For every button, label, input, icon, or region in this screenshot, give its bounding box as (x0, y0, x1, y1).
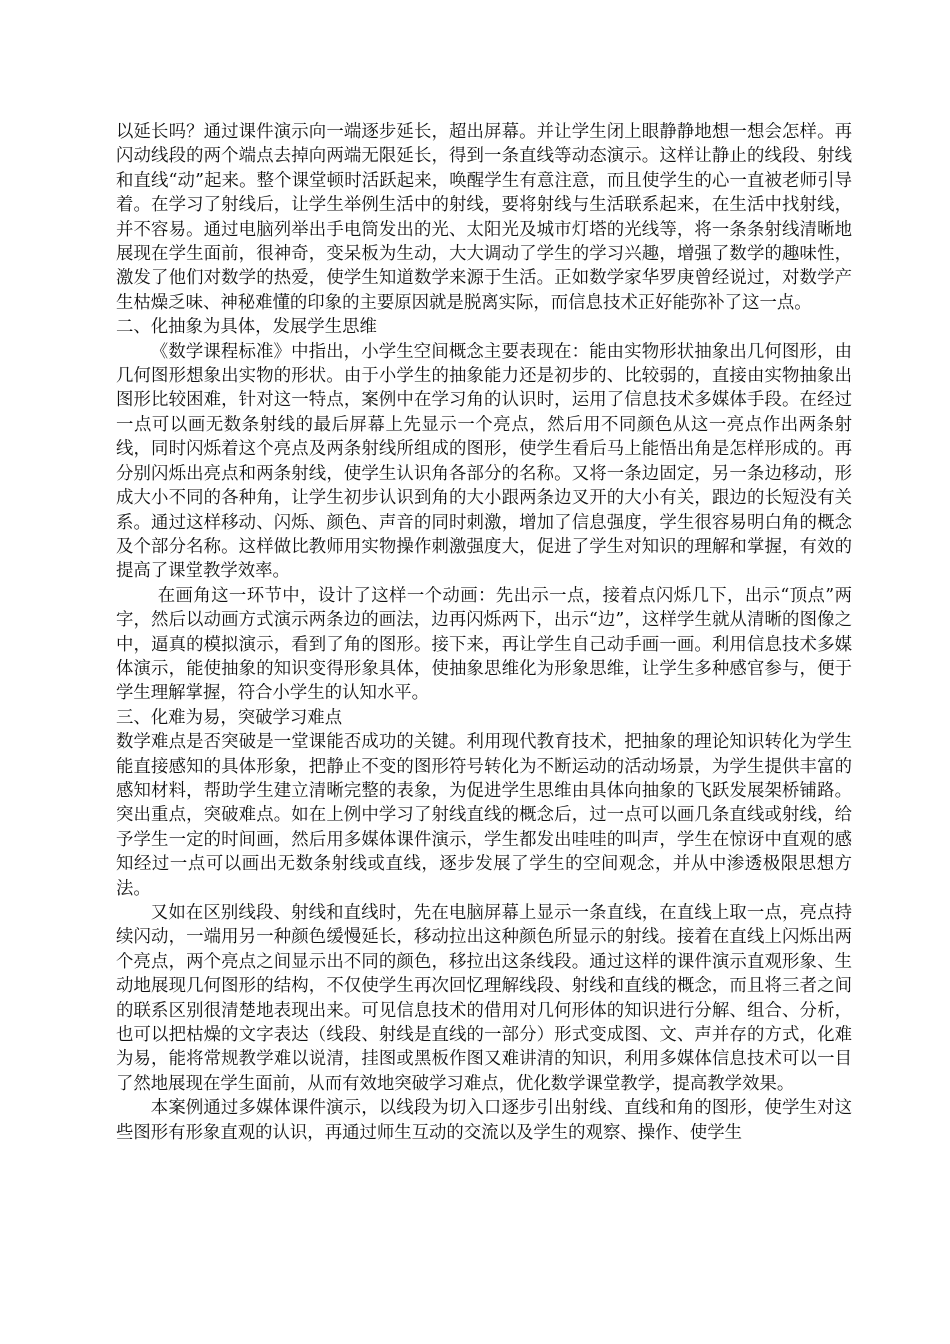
paragraph-distinguish-lines: 又如在区别线段、射线和直线时，先在电脑屏幕上显示一条直线，在直线上取一点，亮点持续闪动，一端用另一种颜色缓慢延长，移动拉出这种颜色所显示的射线。接着在直线上闪烁出两个亮点，两个亮点之间显示出不同的颜色，移拉出这条线段。通过这样的课件演示直观形象、生动地展现几何图形的结构，不仅使学生再次回忆理解线段、射线和直线的概念，而且将三者之间的联系区别很清楚地表现出来。可见信息技术的借用对几何形体的知识进行分解、组合、分析，也可以把枯燥的文字表达（线段、射线是直线的一部分）形式变成图、文、声并存的方式，化难为易，能将常规教学难以说清，挂图或黑板作图又难讲清的知识，利用多媒体信息技术可以一目了然地展现在学生面前，从而有效地突破学习难点，优化数学课堂教学，提高教学效果。 (116, 903, 852, 1094)
paragraph-continuation: 以延长吗？通过课件演示向一端逐步延长，超出屏幕。并让学生闭上眼静静地想一想会怎样。再闪动线段的两个端点去掉向两端无限延长，得到一条直线等动态演示。这样让静止的线段、射线和直线“动”起来。整个课堂顿时活跃起来，唤醒学生有意注意，而且使学生的心一直被老师引导着。在学习了射线后，让学生举例生活中的射线，要将射线与生活联系起来，在生活中找射线，并不容易。通过电脑列举出手电筒发出的光、太阳光及城市灯塔的光线等，将一条条射线清晰地展现在学生面前，很神奇，变呆板为生动，大大调动了学生的学习兴趣，增强了数学的趣味性，激发了他们对数学的热爱，使学生知道数学来源于生活。正如数学家华罗庚曾经说过，对数学产生枯燥乏味、神秘难懂的印象的主要原因就是脱离实际，而信息技术正好能弥补了这一点。 (116, 122, 852, 313)
document-body (116, 120, 852, 1145)
section-heading-3: 三、化难为易，突破学习难点 (116, 707, 343, 728)
paragraph-case-summary: 本案例通过多媒体课件演示，以线段为切入口逐步引出射线、直线和角的图形，使学生对这些图形有形象直观的认识，再通过师生互动的交流以及学生的观察、操作、使学生 (116, 1098, 852, 1143)
section-heading-2: 二、化抽象为具体，发展学生思维 (116, 317, 377, 338)
paragraph-curriculum-standard: 《数学课程标准》中指出，小学生空间概念主要表现在：能由实物形状抽象出几何图形，由几何图形想象出实物的形状。由于小学生的抽象能力还是初步的、比较弱的，直接由实物抽象出图形比较困难，针对这一特点，案例中在学习角的认识时，运用了信息技术多媒体手段。在经过一点可以画无数条射线的最后屏幕上先显示一个亮点，然后用不同颜色从这一亮点作出两条射线，同时闪烁着这个亮点及两条射线所组成的图形，使学生看后马上能悟出角是怎样形成的。再分别闪烁出亮点和两条射线，使学生认识角各部分的名称。又将一条边固定，另一条边移动，形成大小不同的各种角，让学生初步认识到角的大小跟两条边叉开的大小有关，跟边的长短没有关系。通过这样移动、闪烁、颜色、声音的同时刺激，增加了信息强度，学生很容易明白角的概念及个部分名称。这样做比教师用实物操作刺激强度大，促进了学生对知识的理解和掌握，有效的提高了课堂教学效率。 (116, 341, 852, 582)
paragraph-drawing-angle: 在画角这一环节中，设计了这样一个动画：先出示一点，接着点闪烁几下，出示“顶点”两字，然后以动画方式演示两条边的画法，边再闪烁两下，出示“边”，这样学生就从清晰的图像之中，逼真的模拟演示，看到了角的图形。接下来，再让学生自己动手画一画。利用信息技术多媒体演示，能使抽象的知识变得形象具体，使抽象思维化为形象思维，让学生多种感官参与，便于学生理解掌握，符合小学生的认知水平。 (116, 585, 852, 704)
paragraph-difficulty: 数学难点是否突破是一堂课能否成功的关键。利用现代教育技术，把抽象的理论知识转化为学生能直接感知的具体形象，把静止不变的图形符号转化为不断运动的活动场景，为学生提供丰富的感知材料，帮助学生建立清晰完整的表象，为促进学生思维由具体向抽象的飞跃发展架桥铺路。突出重点，突破难点。如在上例中学习了射线直线的概念后，过一点可以画几条直线或射线，给予学生一定的时间画，然后用多媒体课件演示，学生都发出哇哇的叫声，学生在惊讶中直观的感知经过一点可以画出无数条射线或直线，逐步发展了学生的空间观念，并从中渗透极限思想方法。 (116, 732, 852, 899)
